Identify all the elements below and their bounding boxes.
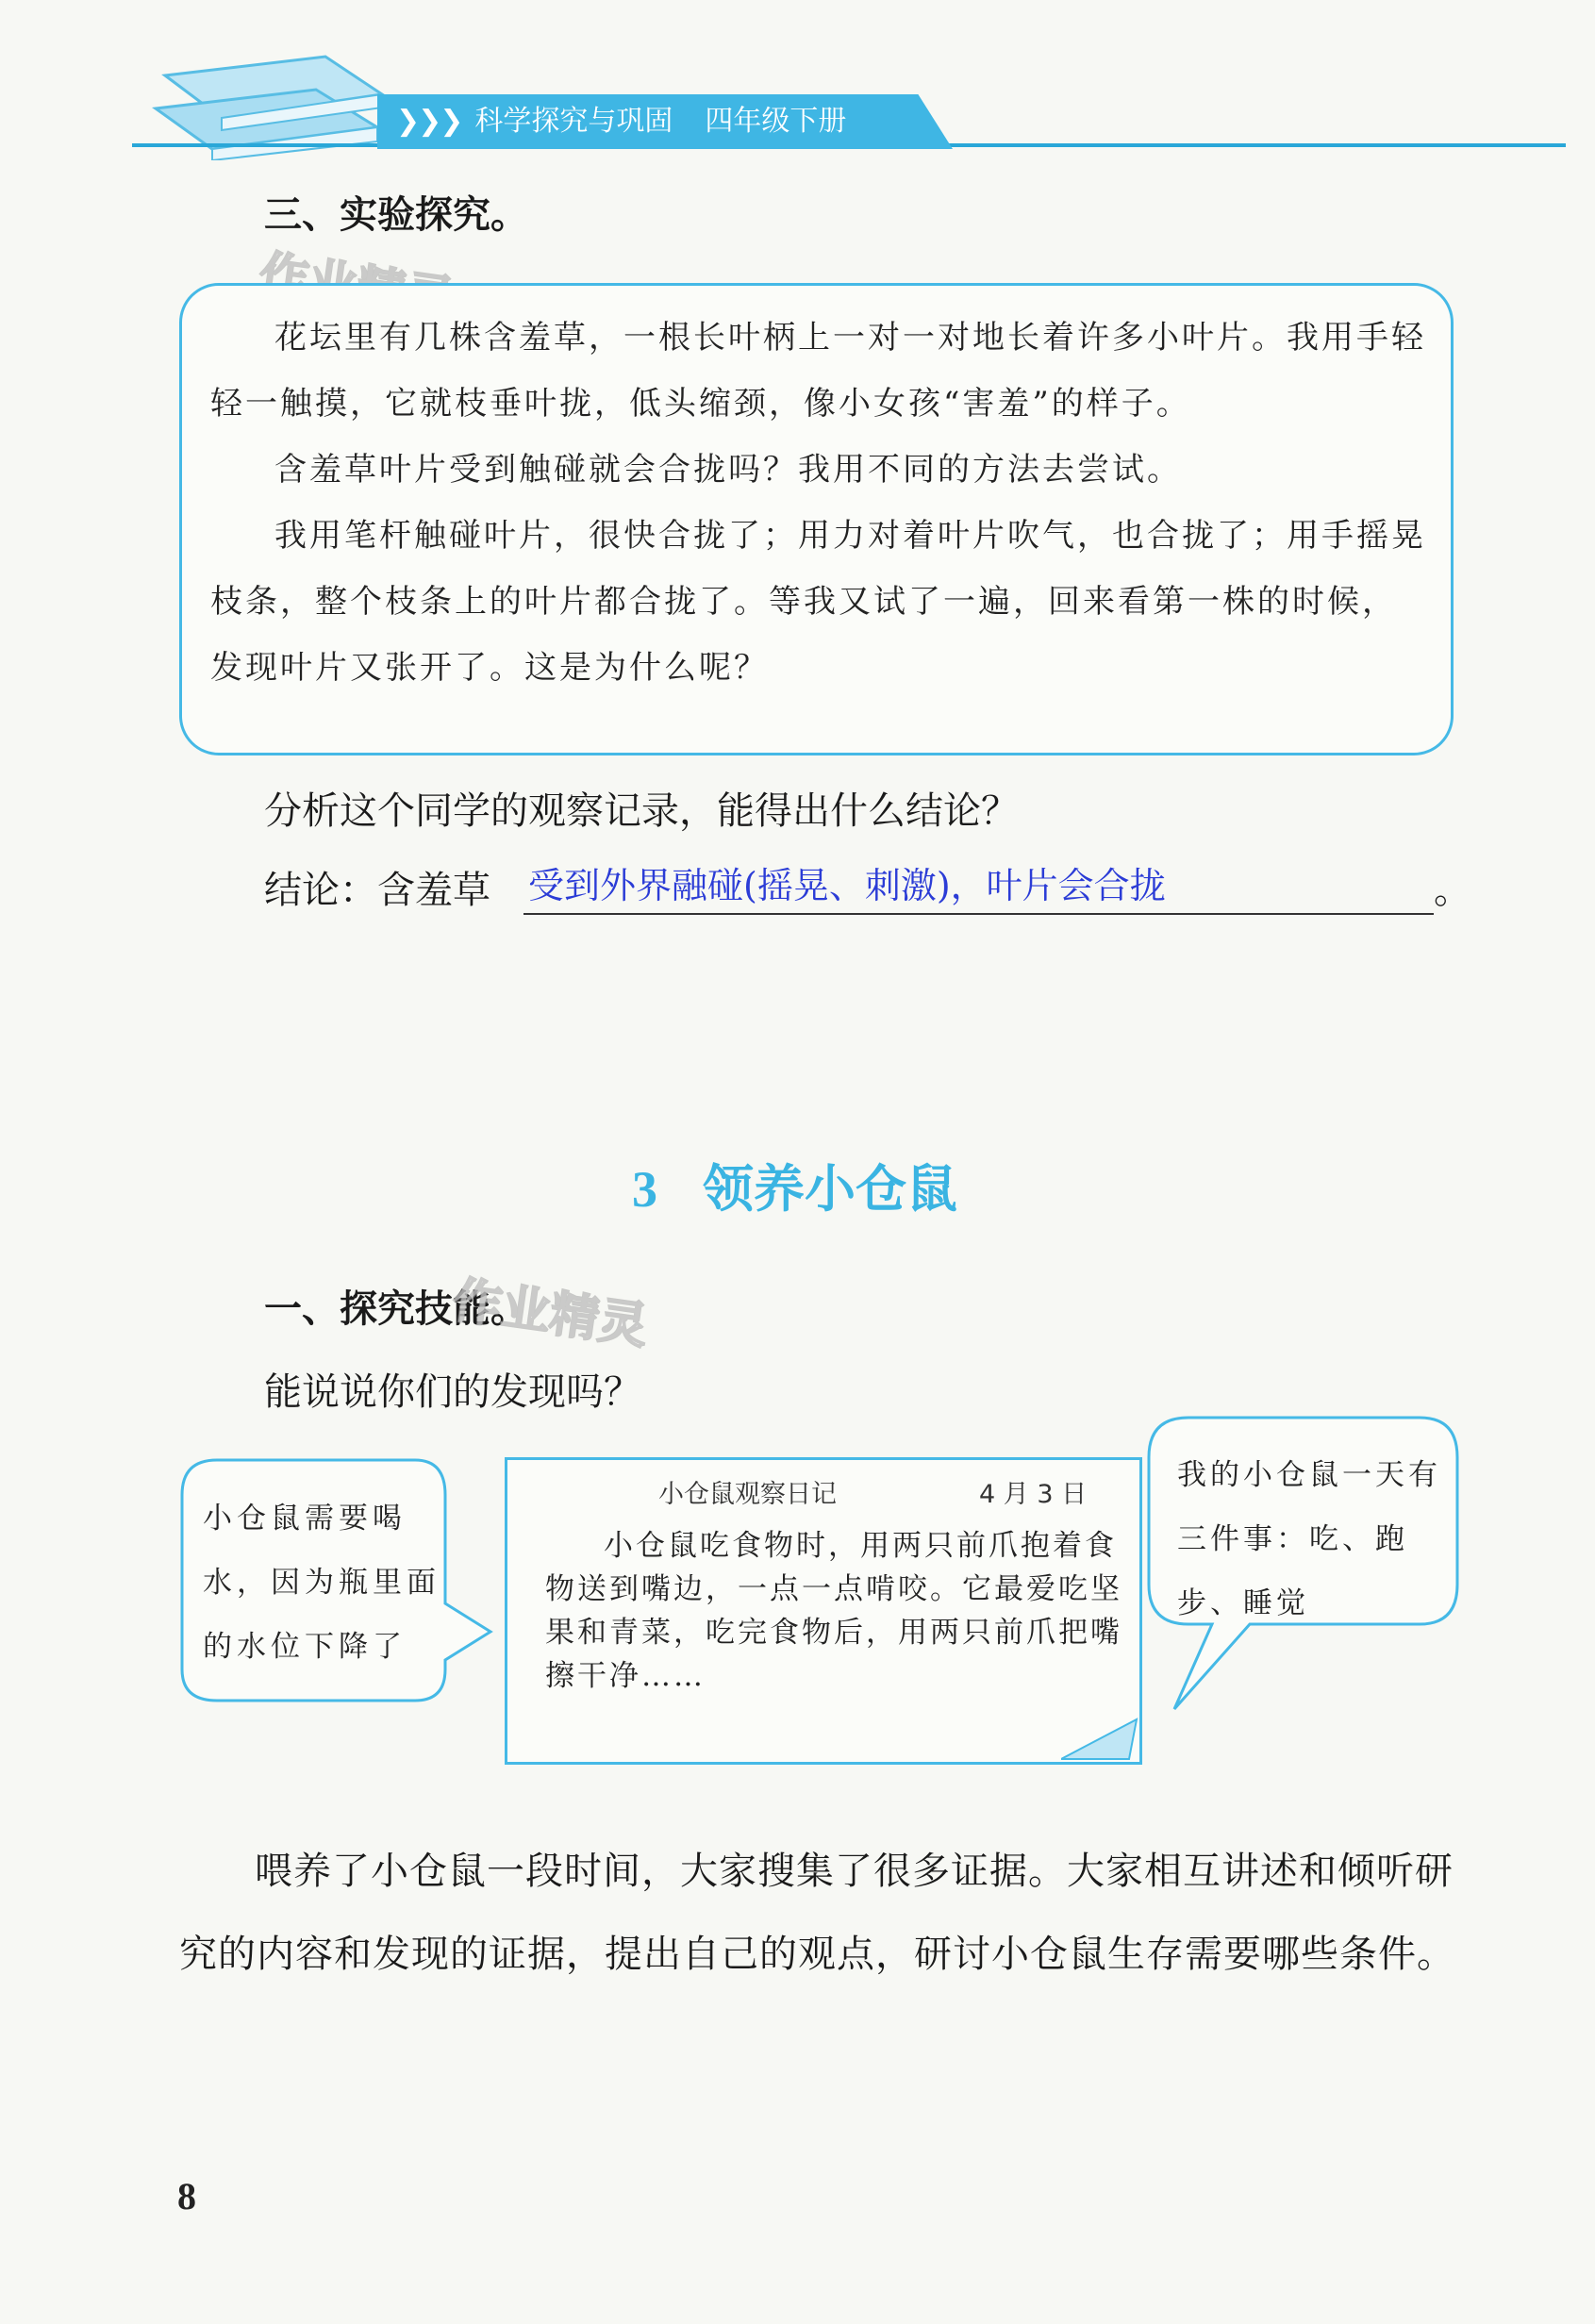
- diary-text: 小仓鼠吃食物时，用两只前爪抱着食物送到嘴边，一点一点啃咬。它最爱吃坚果和青菜，吃完食物后，用两只前爪把嘴擦干净……: [545, 1529, 1122, 1693]
- section-heading-skills: 一、探究技能。: [264, 1287, 528, 1331]
- conclusion-prefix: 结论：含羞草: [264, 869, 490, 912]
- answer-underline: [523, 913, 1434, 915]
- diary-date: 4 月 3 日: [979, 1480, 1088, 1509]
- watermark: 作业精灵: [449, 1271, 652, 1356]
- bubble-right-text: 我的小仓鼠一天有三件事：吃、跑步、睡觉: [1177, 1458, 1441, 1620]
- lesson-title: [632, 1149, 957, 1221]
- conclusion-answer: 受到外界融碰(摇晃、刺激)，叶片会合拢: [528, 865, 1166, 906]
- conclusion-line: [264, 860, 490, 914]
- diary-title: 小仓鼠观察日记: [658, 1480, 837, 1509]
- section-heading-experiment: 三、实验探究。: [264, 193, 528, 237]
- book-title: 科学探究与巩固: [474, 105, 673, 138]
- bubble-left-text: 小仓鼠需要喝水，因为瓶里面的水位下降了: [203, 1502, 440, 1664]
- passage-paragraph: 花坛里有几株含羞草，一根长叶柄上一对一对地长着许多小叶片。我用手轻轻一触摸，它就枝垂叶拢，低头缩颈，像小女孩“害羞”的样子。: [210, 319, 1426, 423]
- lesson-name: 领养小仓鼠: [703, 1158, 957, 1219]
- grade-label: 四年级下册: [705, 105, 847, 138]
- header-title: [396, 98, 846, 145]
- conclusion-end: 。: [1434, 869, 1471, 912]
- observation-diary: [505, 1457, 1142, 1765]
- discussion-prompt: 能说说你们的发现吗？: [264, 1370, 641, 1414]
- chevrons-icon: ❯❯❯: [396, 105, 462, 138]
- page-curl-icon: [1061, 1712, 1141, 1764]
- passage-paragraph: 含羞草叶片受到触碰就会合拢吗？我用不同的方法去尝试。: [274, 451, 1182, 489]
- page-number: 8: [177, 2175, 196, 2217]
- analysis-question: 分析这个同学的观察记录，能得出什么结论？: [264, 789, 1019, 833]
- passage-box: [179, 283, 1454, 755]
- closing-paragraph: 喂养了小仓鼠一段时间，大家搜集了很多证据。大家相互讲述和倾听研究的内容和发现的证据，提出自己的观点，研讨小仓鼠生存需要哪些条件。: [179, 1850, 1455, 1976]
- passage-paragraph: 我用笔杆触碰叶片，很快合拢了；用力对着叶片吹气，也合拢了；用手摇晃枝条，整个枝条上的叶片都合拢了。等我又试了一遍，回来看第一株的时候，发现叶片又张开了。这是为什么呢？: [210, 517, 1426, 687]
- lesson-number: 3: [632, 1161, 657, 1218]
